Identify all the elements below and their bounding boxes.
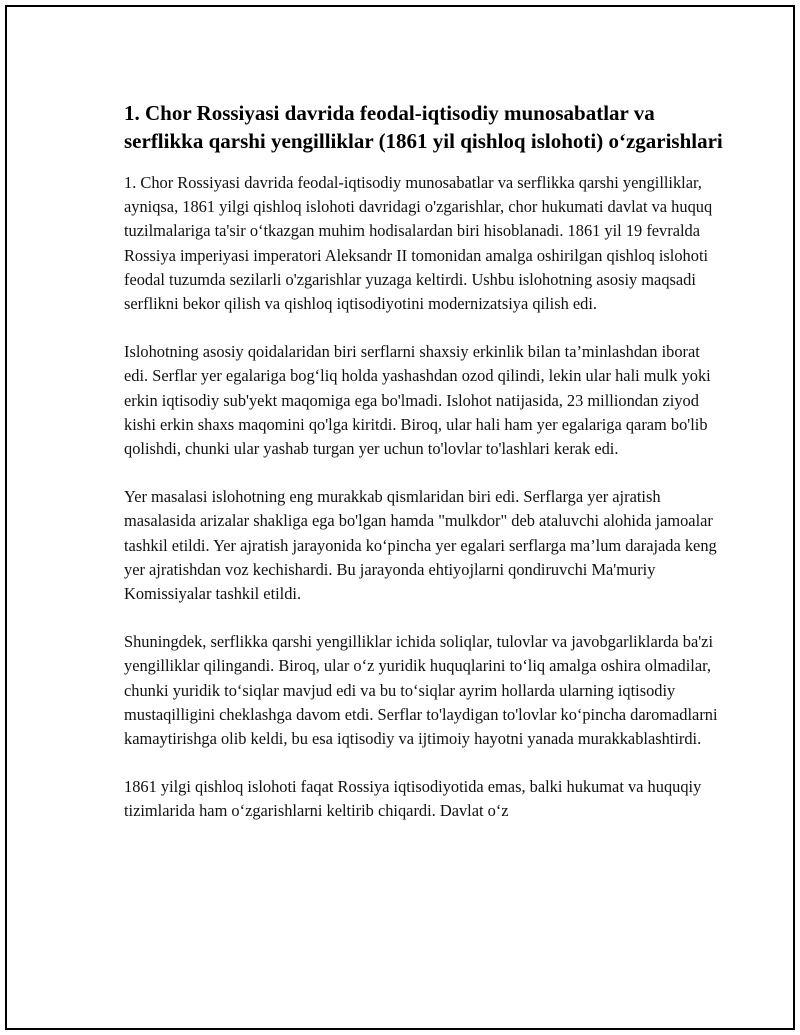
document-title: 1. Chor Rossiyasi davrida feodal-iqtisodiy munosabatlar va serflikka qarshi yengilliklar (1861 yil qishloq islohoti) oʻzgarishlari	[124, 101, 723, 153]
paragraph-3: Yer masalasi islohotning eng murakkab qismlaridan biri edi. Serflarga yer ajratish masalasida arizalar shakliga ega bo'lgan hamda "mulkdor" deb ataluvchi alohida jamoalar tashkil etildi. Yer ajratish jarayonida koʻpincha yer egalari serflarga ma’lum darajada keng yer ajratishdan voz kechishardi. Bu jarayonda ehtiyojlarni qondiruvchi Ma'muriy Komissiyalar tashkil etildi.	[124, 487, 717, 604]
paragraph-2: Islohotning asosiy qoidalaridan biri serflarni shaxsiy erkinlik bilan ta’minlashdan iborat edi. Serflar yer egalariga bogʻliq holda yashashdan ozod qilindi, lekin ular hali mulk yoki erkin iqtisodiy sub'yekt maqomiga ega bo'lmadi. Islohot natijasida, 23 milliondan ziyod kishi erkin shaxs maqomini qo'lga kiritdi. Biroq, ular hali ham yer egalariga qaram bo'lib qolishdi, chunki ular yashab turgan yer uchun to'lovlar to'lashlari kerak edi.	[124, 342, 711, 459]
paragraph-1: 1. Chor Rossiyasi davrida feodal-iqtisodiy munosabatlar va serflikka qarshi yengilliklar, ayniqsa, 1861 yilgi qishloq islohoti davridagi o'zgarishlar, chor hukumati davlat va huquq tuzilmalariga ta'sir oʻtkazgan muhim hodisalardan biri hisoblanadi. 1861 yil 19 fevralda Rossiya imperiyasi imperatori Aleksandr II tomonidan amalga oshirilgan qishloq islohoti feodal tuzumda sezilarli o'zgarishlar yuzaga keltirdi. Ushbu islohotning asosiy maqsadi serflikni bekor qilish va qishloq iqtisodiyotini modernizatsiya qilish edi.	[124, 173, 713, 314]
paragraph-5: 1861 yilgi qishloq islohoti faqat Rossiya iqtisodiyotida emas, balki hukumat va huquqiy tizimlarida ham oʻzgarishlarni keltirib chiqardi. Davlat oʻz	[124, 777, 702, 821]
paragraph-4: Shuningdek, serflikka qarshi yengilliklar ichida soliqlar, tulovlar va javobgarliklarda ba'zi yengilliklar qilingandi. Biroq, ular oʻz yuridik huquqlarini toʻliq amalga oshira olmadilar, chunki yuridik toʻsiqlar mavjud edi va bu toʻsiqlar ayrim hollarda ularning iqtisodiy mustaqilligini cheklashga davom etdi. Serflar to'laydigan to'lovlar koʻpincha daromadlarni kamaytirishga olib keldi, bu esa iqtisodiy va ijtimoiy hayotni yanada murakkablashtirdi.	[124, 632, 718, 749]
document-body	[124, 99, 724, 824]
page-frame	[5, 5, 795, 1030]
